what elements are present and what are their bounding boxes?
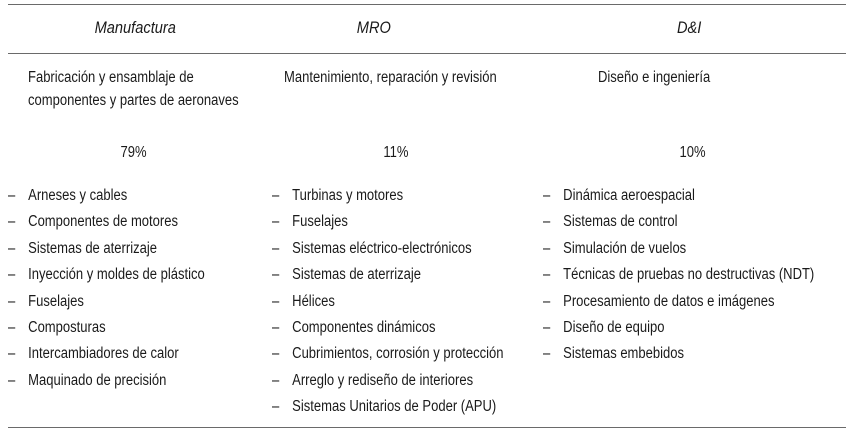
list-item: [272, 236, 503, 262]
list-item: [272, 341, 503, 367]
column-header-mro: MRO: [356, 18, 391, 37]
description-line: Diseño e ingeniería: [598, 69, 711, 86]
dash-bullet: –: [8, 187, 16, 204]
list-item: [272, 289, 503, 315]
dash-bullet: –: [8, 292, 16, 310]
table-header-rule: [8, 53, 846, 54]
dash-bullet: –: [543, 319, 551, 337]
list-item-label: Maquinado de precisión: [28, 371, 167, 389]
list-item-label: Arneses y cables: [28, 187, 128, 204]
dash-bullet: –: [8, 266, 16, 284]
dash-bullet: –: [272, 187, 280, 204]
description-line: Fabricación y ensamblaje de: [28, 69, 194, 86]
dash-bullet: –: [8, 345, 16, 363]
dash-bullet: –: [272, 266, 280, 284]
list-item: [543, 236, 814, 262]
list-item: [8, 368, 205, 394]
list-item: [272, 209, 503, 235]
dash-bullet: –: [8, 239, 16, 257]
list-item-label: Componentes dinámicos: [292, 319, 436, 337]
list-item: [272, 183, 503, 209]
list-item: [8, 209, 205, 235]
list-item-label: Componentes de motores: [28, 213, 178, 231]
list-item-label: Fuselajes: [292, 213, 348, 231]
list-item-label: Cubrimientos, corrosión y protección: [292, 345, 504, 363]
description-line: Mantenimiento, reparación y revisión: [284, 69, 497, 86]
column-header-manufactura: Manufactura: [94, 18, 176, 37]
list-item-label: Fuselajes: [28, 292, 84, 310]
description-di: [598, 66, 710, 89]
dash-bullet: –: [543, 213, 551, 231]
dash-bullet: –: [543, 239, 551, 257]
item-list-mro: [272, 183, 503, 421]
list-item: [543, 262, 814, 288]
dash-bullet: –: [543, 345, 551, 363]
dash-bullet: –: [272, 319, 280, 337]
list-item: [8, 262, 205, 288]
list-item-label: Turbinas y motores: [292, 187, 404, 204]
description-manufactura: [28, 66, 239, 112]
list-item-label: Arreglo y rediseño de interiores: [292, 371, 474, 389]
dash-bullet: –: [272, 345, 280, 363]
dash-bullet: –: [8, 319, 16, 337]
dash-bullet: –: [543, 266, 551, 284]
list-item-label: Simulación de vuelos: [563, 239, 687, 257]
list-item: [8, 289, 205, 315]
dash-bullet: –: [272, 371, 280, 389]
percent-di: 10%: [679, 144, 706, 161]
list-item: [272, 368, 503, 394]
list-item-label: Técnicas de pruebas no destructivas (NDT): [563, 266, 815, 284]
description-line: componentes y partes de aeronaves: [28, 92, 239, 109]
list-item: [272, 394, 503, 420]
list-item-label: Sistemas eléctrico-electrónicos: [292, 239, 472, 257]
table-top-rule: [8, 4, 846, 5]
list-item: [8, 236, 205, 262]
list-item: [8, 183, 205, 209]
dash-bullet: –: [8, 371, 16, 389]
item-list-manufactura: [8, 183, 205, 394]
list-item-label: Sistemas de aterrizaje: [28, 239, 157, 257]
list-item-label: Intercambiadores de calor: [28, 345, 179, 363]
list-item-label: Sistemas Unitarios de Poder (APU): [292, 398, 497, 416]
dash-bullet: –: [272, 239, 280, 257]
list-item-label: Dinámica aeroespacial: [563, 187, 695, 204]
list-item-label: Sistemas de aterrizaje: [292, 266, 421, 284]
list-item: [543, 341, 814, 367]
list-item: [272, 262, 503, 288]
dash-bullet: –: [543, 292, 551, 310]
dash-bullet: –: [272, 398, 280, 416]
item-list-di: [543, 183, 814, 368]
dash-bullet: –: [8, 213, 16, 231]
list-item-label: Hélices: [292, 292, 335, 310]
list-item: [272, 315, 503, 341]
list-item: [543, 183, 814, 209]
list-item: [8, 341, 205, 367]
list-item-label: Diseño de equipo: [563, 319, 665, 337]
list-item: [8, 315, 205, 341]
dash-bullet: –: [272, 213, 280, 231]
list-item-label: Sistemas de control: [563, 213, 678, 231]
list-item-label: Sistemas embebidos: [563, 345, 685, 363]
list-item: [543, 289, 814, 315]
list-item-label: Procesamiento de datos e imágenes: [563, 292, 775, 310]
dash-bullet: –: [272, 292, 280, 310]
dash-bullet: –: [543, 187, 551, 204]
description-mro: [284, 66, 497, 89]
table-bottom-rule: [8, 427, 846, 428]
list-item-label: Inyección y moldes de plástico: [28, 266, 205, 284]
percent-mro: 11%: [383, 144, 409, 161]
list-item: [543, 315, 814, 341]
list-item-label: Composturas: [28, 319, 106, 337]
list-item: [543, 209, 814, 235]
column-header-di: D&I: [676, 18, 702, 37]
percent-manufactura: 79%: [120, 144, 147, 161]
